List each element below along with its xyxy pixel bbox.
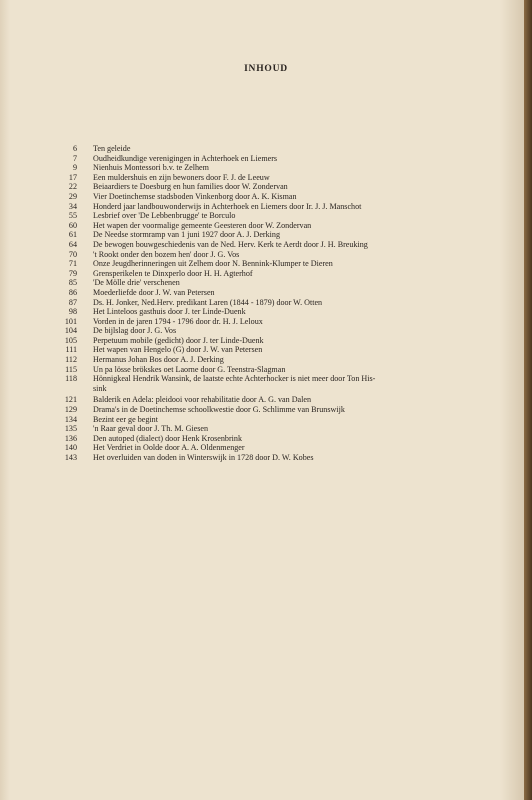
toc-page-number: 9 bbox=[72, 163, 77, 173]
toc-page-number: 104 bbox=[64, 326, 77, 336]
toc-entry-title: Hermanus Johan Bos door A. J. Derking bbox=[93, 355, 224, 365]
toc-page-number: 85 bbox=[68, 278, 77, 288]
toc-entry-title: Het wapen der voormalige gemeente Geesteren door W. Zondervan bbox=[93, 220, 312, 230]
toc-page-number: 87 bbox=[68, 297, 77, 307]
toc-entry-title: De bijlslag door J. G. Vos bbox=[93, 326, 177, 336]
toc-entry bbox=[50, 384, 520, 394]
toc-entry-title: Perpetuum mobile (gedicht) door J. ter Linde-Duenk bbox=[93, 335, 264, 345]
toc-entry-title: Vorden in de jaren 1794 - 1796 door dr. H. J. Leloux bbox=[93, 316, 263, 326]
toc-entry bbox=[50, 202, 520, 212]
toc-entry bbox=[50, 453, 520, 463]
toc-page-number: 98 bbox=[68, 307, 77, 317]
toc-entry-title: Het wapen van Hengelo (G) door J. W. van Petersen bbox=[93, 345, 263, 355]
toc-entry bbox=[50, 395, 520, 405]
toc-entry-title: Den autoped (dialect) door Henk Krosenbrink bbox=[93, 433, 243, 443]
toc-page-number: 29 bbox=[68, 191, 77, 201]
toc-page-number: 136 bbox=[64, 433, 77, 443]
toc-page-number: 134 bbox=[64, 414, 77, 424]
toc-entry-title: De Needse stormramp van 1 juni 1927 door A. J. Derking bbox=[93, 230, 281, 240]
toc-entry bbox=[50, 269, 520, 279]
toc-entry-title: Bezint eer ge begint bbox=[93, 414, 158, 424]
toc-page-number: 118 bbox=[65, 374, 77, 384]
toc-page-number bbox=[50, 384, 93, 394]
toc-page-number: 64 bbox=[68, 239, 77, 249]
toc-entry bbox=[50, 345, 520, 355]
toc-entry bbox=[50, 405, 520, 415]
toc-entry bbox=[50, 434, 520, 444]
toc-entry-title: Un pa lösse brökskes oet Laorne door G. Teenstra-Slagman bbox=[93, 364, 286, 374]
toc-entry bbox=[50, 192, 520, 202]
toc-entry-title: Het Verdriet in Oolde door A. A. Oldenmenger bbox=[93, 443, 245, 453]
toc-page-number: 86 bbox=[68, 287, 77, 297]
toc-page-number: 140 bbox=[64, 443, 77, 453]
toc-entry bbox=[50, 374, 520, 384]
toc-entry bbox=[50, 154, 520, 164]
toc-entry bbox=[50, 240, 520, 250]
toc-entry-title: 't Rookt onder den bozem hen' door J. G. Vos bbox=[93, 249, 240, 259]
toc-entry bbox=[50, 278, 520, 288]
toc-page-number: 61 bbox=[68, 230, 77, 240]
toc-entry-title: Oudheidkundige verenigingen in Achterhoek en Liemers bbox=[93, 153, 278, 163]
toc-entry-title: Hönnigkeal Hendrik Wansink, de laatste echte Achterhocker is niet meer door Ton His- bbox=[93, 374, 376, 384]
toc-entry bbox=[50, 443, 520, 453]
toc-page-number: 71 bbox=[68, 259, 77, 269]
toc-entry-title: Moederliefde door J. W. van Petersen bbox=[93, 287, 215, 297]
toc-entry bbox=[50, 355, 520, 365]
toc-entry-title: Balderik en Adela: pleidooi voor rehabilitatie door A. G. van Dalen bbox=[93, 395, 312, 405]
toc-entry bbox=[50, 317, 520, 327]
toc-entry-title: De bewogen bouwgeschiedenis van de Ned. Herv. Kerk te Aerdt door J. H. Breuking bbox=[93, 239, 368, 249]
toc-page-number: 115 bbox=[65, 364, 77, 374]
toc-entry bbox=[50, 298, 520, 308]
table-of-contents bbox=[50, 144, 520, 463]
toc-entry-title: Onze Jeugdherinneringen uit Zelhem door N. Bennink-Klumper te Dieren bbox=[93, 259, 333, 269]
toc-entry bbox=[50, 230, 520, 240]
toc-page-number: 70 bbox=[68, 249, 77, 259]
toc-page-number: 17 bbox=[68, 172, 77, 182]
toc-entry-title: Nienhuis Montessori b.v. te Zelhem bbox=[93, 163, 209, 173]
toc-entry bbox=[50, 211, 520, 221]
toc-entry-title: Ds. H. Jonker, Ned.Herv. predikant Laren (1844 - 1879) door W. Otten bbox=[93, 297, 323, 307]
toc-page-number: 111 bbox=[65, 345, 77, 355]
toc-entry bbox=[50, 424, 520, 434]
page-edge bbox=[524, 0, 532, 800]
toc-page-number: 7 bbox=[72, 153, 77, 163]
toc-entry-title: Het Linteloos gasthuis door J. ter Linde-Duenk bbox=[93, 307, 246, 317]
toc-page-number: 60 bbox=[68, 220, 77, 230]
toc-page-number: 143 bbox=[64, 453, 77, 462]
toc-entry bbox=[50, 182, 520, 192]
toc-entry bbox=[50, 336, 520, 346]
toc-entry-title: Het overluiden van doden in Winterswijk in 1728 door D. W. Kobes bbox=[93, 453, 314, 462]
toc-entry bbox=[50, 221, 520, 231]
toc-entry-title: Een muldershuis en zijn bewoners door F. J. de Leeuw bbox=[93, 172, 270, 182]
toc-entry-title: sink bbox=[93, 383, 107, 393]
toc-entry bbox=[50, 259, 520, 269]
toc-entry-title: 'n Raar geval door J. Th. M. Giesen bbox=[93, 424, 209, 434]
toc-page-number: 112 bbox=[65, 355, 77, 365]
toc-entry-title: Lesbrief over 'De Lebbenbrugge' te Borculo bbox=[93, 211, 236, 221]
toc-page-number: 55 bbox=[68, 211, 77, 221]
toc-entry-title: Drama's in de Doetinchemse schoolkwestie door G. Schlimme van Brunswijk bbox=[93, 405, 345, 415]
toc-page-number: 22 bbox=[68, 182, 77, 192]
toc-entry bbox=[50, 326, 520, 336]
toc-page-number: 101 bbox=[64, 316, 77, 326]
toc-entry bbox=[50, 307, 520, 317]
toc-entry bbox=[50, 173, 520, 183]
toc-page-number: 121 bbox=[64, 395, 77, 405]
toc-entry-title: Ten geleide bbox=[93, 144, 131, 153]
toc-page-number: 79 bbox=[68, 268, 77, 278]
toc-entry-title: Honderd jaar landbouwonderwijs in Achterhoek en Liemers door Ir. J. J. Manschot bbox=[93, 201, 362, 211]
toc-page-number: 129 bbox=[64, 405, 77, 415]
toc-page-number: 6 bbox=[72, 144, 77, 153]
toc-page-number: 34 bbox=[68, 201, 77, 211]
toc-page-number: 135 bbox=[64, 424, 77, 434]
toc-entry bbox=[50, 288, 520, 298]
toc-entry-title: Grensperikelen te Dinxperlo door H. H. Agterhof bbox=[93, 268, 253, 278]
toc-entry bbox=[50, 163, 520, 173]
toc-entry bbox=[50, 144, 520, 154]
toc-entry bbox=[50, 415, 520, 425]
page-title: INHOUD bbox=[244, 64, 288, 74]
toc-page-number: 105 bbox=[64, 335, 77, 345]
toc-entry-title: 'De Mölle drie' verschenen bbox=[93, 278, 180, 288]
toc-entry bbox=[50, 365, 520, 375]
toc-entry-title: Vier Doetinchemse stadsboden Vinkenborg door A. K. Kisman bbox=[93, 191, 297, 201]
toc-entry-title: Beiaardiers te Doesburg en hun families door W. Zondervan bbox=[93, 182, 288, 192]
toc-entry bbox=[50, 250, 520, 260]
